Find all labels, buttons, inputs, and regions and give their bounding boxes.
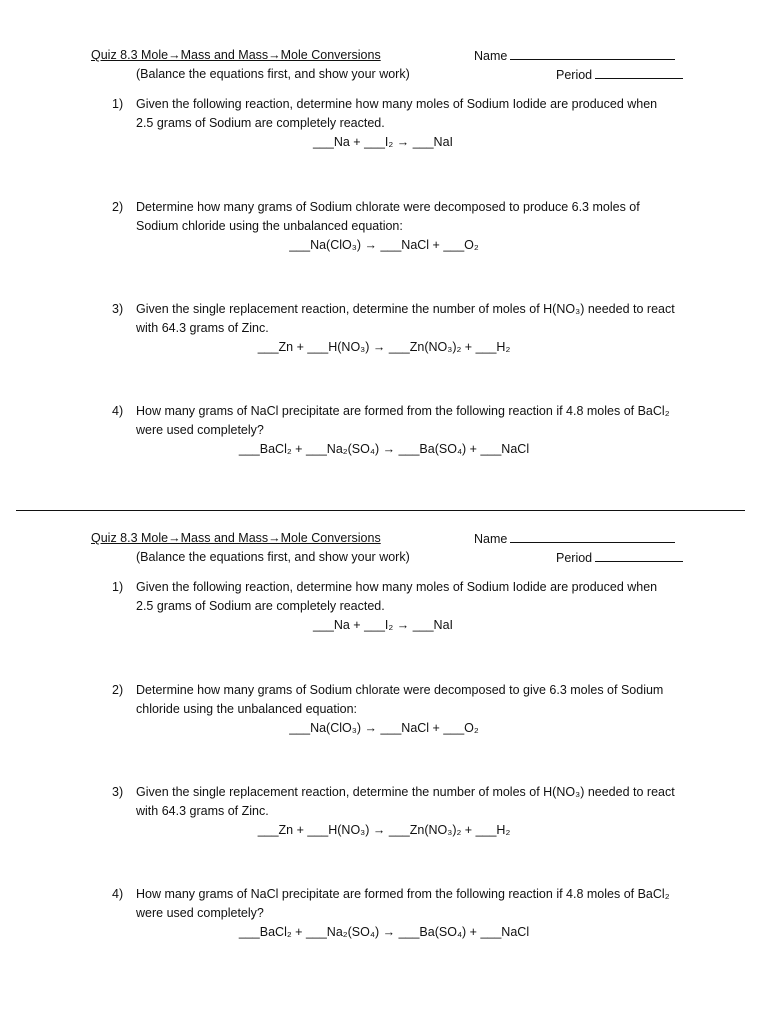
quiz-instructions: (Balance the equations first, and show your work) (136, 67, 410, 81)
question-number: 1) (112, 97, 124, 111)
question-text: Determine how many grams of Sodium chlorate were decomposed to give 6.3 moles of Sodium chloride using the unbalanced equation: (136, 683, 664, 716)
question-number: 1) (112, 580, 124, 594)
question-number: 4) (112, 887, 124, 901)
period-blank[interactable] (595, 549, 683, 562)
question-text: Given the following reaction, determine how many moles of Sodium Iodide are produced when 2.5 grams of Sodium are completely reacted. (136, 580, 658, 613)
name-label: Name (474, 532, 508, 546)
name-field[interactable] (474, 47, 675, 65)
period-blank[interactable] (595, 66, 683, 79)
question-equation: ___Na + ___I₂ → ___NaI (312, 135, 453, 149)
question-equation: ___Na(ClO₃) → ___NaCl + ___O₂ (289, 238, 479, 252)
question-equation: ___BaCl₂ + ___Na₂(SO₄) → ___Ba(SO₄) + ___NaCl (238, 925, 530, 939)
question-text: How many grams of NaCl precipitate are formed from the following reaction if 4.8 moles of BaCl₂ were used completely? (136, 887, 670, 920)
quiz-title: Quiz 8.3 Mole→Mass and Mass→Mole Conversions (91, 531, 381, 545)
question-text: Given the following reaction, determine how many moles of Sodium Iodide are produced when 2.5 grams of Sodium are completely reacted. (136, 97, 658, 130)
period-field[interactable] (556, 66, 683, 84)
question-equation: ___Zn + ___H(NO₃) → ___Zn(NO₃)₂ + ___H₂ (257, 340, 511, 354)
period-field[interactable] (556, 549, 683, 567)
cut-line-divider (16, 510, 745, 511)
name-blank[interactable] (510, 530, 675, 543)
question-equation: ___BaCl₂ + ___Na₂(SO₄) → ___Ba(SO₄) + ___NaCl (238, 442, 530, 456)
question-text: How many grams of NaCl precipitate are formed from the following reaction if 4.8 moles of BaCl₂ were used completely? (136, 404, 670, 437)
question-text: Determine how many grams of Sodium chlorate were decomposed to produce 6.3 moles of Sodium chloride using the unbalanced equation: (136, 200, 640, 233)
name-blank[interactable] (510, 47, 675, 60)
question-number: 4) (112, 404, 124, 418)
question-number: 3) (112, 785, 124, 799)
question-text: Given the single replacement reaction, determine the number of moles of H(NO₃) needed to react with 64.3 grams of Zinc. (136, 302, 675, 335)
period-label: Period (556, 551, 593, 565)
question-number: 2) (112, 683, 124, 697)
period-label: Period (556, 68, 593, 82)
quiz-instructions: (Balance the equations first, and show your work) (136, 550, 410, 564)
question-number: 3) (112, 302, 124, 316)
name-label: Name (474, 49, 508, 63)
question-text: Given the single replacement reaction, determine the number of moles of H(NO₃) needed to react with 64.3 grams of Zinc. (136, 785, 675, 818)
quiz-title: Quiz 8.3 Mole→Mass and Mass→Mole Conversions (91, 48, 381, 62)
question-equation: ___Na(ClO₃) → ___NaCl + ___O₂ (289, 721, 479, 735)
question-equation: ___Na + ___I₂ → ___NaI (312, 618, 453, 632)
question-equation: ___Zn + ___H(NO₃) → ___Zn(NO₃)₂ + ___H₂ (257, 823, 511, 837)
name-field[interactable] (474, 530, 675, 548)
question-number: 2) (112, 200, 124, 214)
